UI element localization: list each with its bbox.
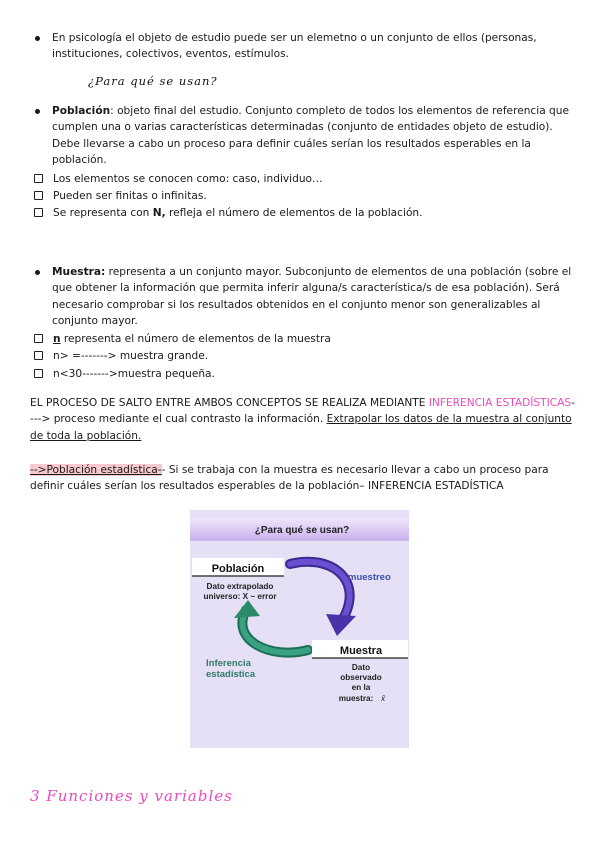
proceso-lead: EL PROCESO DE SALTO ENTRE AMBOS CONCEPTOS SE REALIZA MEDIANTE xyxy=(30,397,429,409)
diagram-muestra-desc: observado xyxy=(340,673,382,682)
inferencia-label: Inferencia xyxy=(206,658,251,669)
checkbox-icon xyxy=(34,334,43,343)
muestreo-label: muestreo xyxy=(348,572,391,583)
poblacion-estadistica-text: - Si se trabaja con la muestra es necesario llevar a cabo un proceso para definir cuáles serían los resultados esperables de la población– INFERENCIA ESTADÍSTICA xyxy=(30,464,549,493)
checkbox-item-text: n<30------->muestra pequeña. xyxy=(53,368,215,380)
poblacion-estadistica-paragraph xyxy=(30,462,575,495)
inferencia-highlight: INFERENCIA ESTADÍSTICAS xyxy=(428,397,572,409)
checkbox-icon xyxy=(34,191,43,200)
handwritten-question: ¿Para qué se usan? xyxy=(88,74,218,88)
diagram-title: ¿Para qué se usan? xyxy=(254,525,350,536)
poblacion-definition: : objeto final del estudio. Conjunto completo de todos los elementos de referencia que cumplen una o varias características determinadas (conjunto de entidades objeto de estudio). Debe llevarse a cabo un proceso para definir cuáles serían los resultados esperables en la población. xyxy=(52,105,570,167)
poblacion-estadistica-highlight: -->Población estadística- xyxy=(30,464,162,476)
diagram-poblacion-desc: Dato extrapolado xyxy=(206,582,274,591)
diagram-poblacion-desc: universo: X ~ error xyxy=(203,592,277,601)
checkbox-item xyxy=(33,205,578,221)
diagram-muestra-label: Muestra xyxy=(339,645,383,657)
checkbox-item-text: n> =-------> muestra grande. xyxy=(53,350,209,362)
checkbox-item xyxy=(33,188,578,204)
diagram-figure xyxy=(190,510,409,748)
checkbox-item-text: Los elementos se conocen como: caso, individuo… xyxy=(53,173,323,185)
muestra-definition: representa a un conjunto mayor. Subconjunto de elementos de una población (sobre el que obtener la información que permita inferir alguna/s característica/s de esa población). Será necesario comprobar si los resultados obtenidos en el conjunto menor son generalizables al conjunto mayor. xyxy=(52,266,572,328)
bullet-dot xyxy=(35,36,40,41)
checkbox-item xyxy=(33,331,578,347)
intro-bullet xyxy=(30,30,575,63)
diagram-muestra-desc: Dato xyxy=(351,663,371,672)
muestra-bullet xyxy=(30,264,575,330)
proceso-middle: ----> proceso mediante el cual contrasto la información. xyxy=(30,397,575,426)
diagram-muestra-desc: en la xyxy=(351,683,371,692)
checkbox-item-text: Pueden ser finitas o infinitas. xyxy=(53,190,207,202)
diagram-muestra-symbol: x̄ xyxy=(381,694,386,703)
proceso-underlined: Extrapolar los datos de la muestra al conjunto de toda la población. xyxy=(30,413,572,442)
checkbox-item xyxy=(33,171,578,187)
diagram-poblacion-label: Población xyxy=(211,563,265,575)
bullet-dot xyxy=(35,109,40,114)
diagram-svg xyxy=(190,510,409,748)
intro-text: En psicología el objeto de estudio puede ser un elemetno o un conjunto de ellos (personas, instituciones, colectivos, eventos, estímulos. xyxy=(52,32,537,61)
proceso-paragraph xyxy=(30,395,575,444)
poblacion-term: Población xyxy=(52,105,111,117)
checkbox-item xyxy=(33,366,578,382)
bullet-dot xyxy=(35,270,40,275)
section-title: 3 Funciones y variables xyxy=(30,787,233,805)
checkbox-item xyxy=(33,348,578,364)
checkbox-icon xyxy=(34,208,43,217)
checkbox-icon xyxy=(34,351,43,360)
muestra-term: Muestra: xyxy=(52,266,106,278)
inferencia-label: estadística xyxy=(206,669,256,680)
checkbox-item-text: Se representa con N, refleja el número de elementos de la población. xyxy=(53,207,423,219)
checkbox-icon xyxy=(34,174,43,183)
poblacion-bullet xyxy=(30,103,575,169)
checkbox-icon xyxy=(34,369,43,378)
diagram-background xyxy=(190,510,409,748)
checkbox-item-text: n representa el número de elementos de la muestra xyxy=(53,333,331,345)
diagram-muestra-desc: muestra: xyxy=(338,694,374,703)
